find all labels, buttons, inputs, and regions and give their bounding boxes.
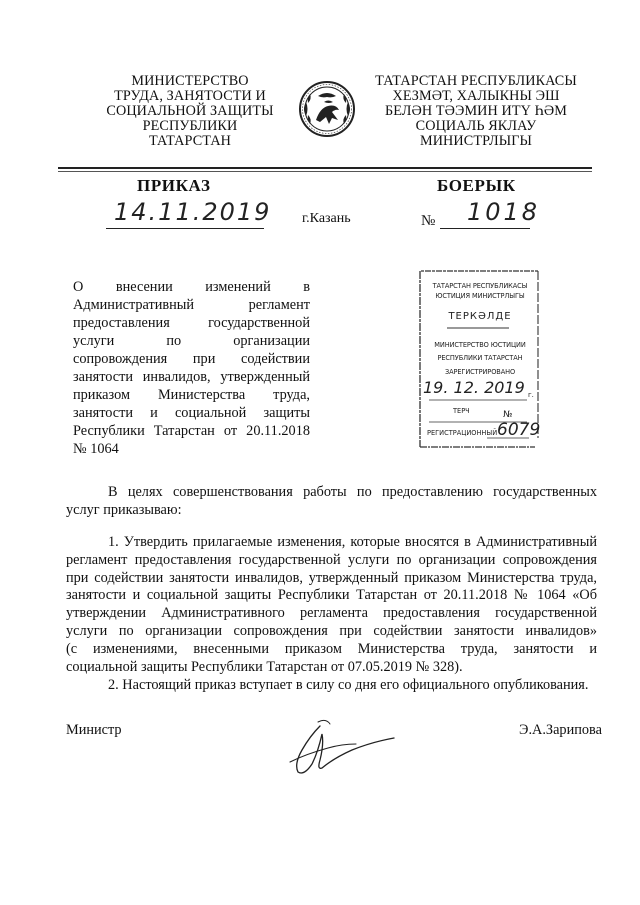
order-subject xyxy=(73,278,310,458)
subject-line: предоставления государственной xyxy=(73,315,310,331)
header-left-line: МИНИСТЕРСТВО xyxy=(131,73,249,89)
stamp-year-suffix: г. xyxy=(528,391,534,399)
stamp-line: РЕСПУБЛИКИ ТАТАРСТАН xyxy=(437,354,523,362)
ministry-name-tt xyxy=(366,74,586,149)
header-divider-thin xyxy=(58,171,592,172)
header-right-line: ХЕЗМӘТ, ХАЛЫКНЫ ЭШ xyxy=(392,88,560,104)
signatory-position: Министр xyxy=(66,722,122,738)
stamp-line: ЮСТИЦИЯ МИНИСТРЛЫГЫ xyxy=(435,292,525,300)
stamp-line: ТАТАРСТАН РЕСПУБЛИКАСЫ xyxy=(432,282,528,290)
subject-line: приказом Министерства труда, xyxy=(73,387,310,403)
header-left-line: РЕСПУБЛИКИ xyxy=(142,118,238,134)
signatory-name: Э.А.Зарипова xyxy=(519,722,602,738)
subject-line: занятости инвалидов, утвержденный xyxy=(73,369,310,385)
item-line: услуги по организации сопровождения при содействии занятости инвалидов» xyxy=(66,622,597,639)
stamp-line: ТЕРКӘЛДЕ xyxy=(448,311,512,322)
order-item-1 xyxy=(66,534,597,676)
stamp-reg-date: 19. 12. 2019 xyxy=(423,378,525,397)
stamp-line: МИНИСТЕРСТВО ЮСТИЦИИ xyxy=(434,341,526,349)
order-title-tt: БОЕРЫК xyxy=(437,176,516,195)
item-line: 2. Настоящий приказ вступает в силу со дня его официального опубликования. xyxy=(108,677,589,693)
stamp-line: ЗАРЕГИСТРИРОВАНО xyxy=(444,368,516,376)
item-line: социальной защиты Республики Татарстан от 07.05.2019 № 328). xyxy=(66,658,463,675)
item-line: регламент предоставления государственной услуги по организации сопровождения xyxy=(66,551,597,568)
date-underline xyxy=(106,228,264,229)
subject-line: О внесении изменений в xyxy=(73,279,310,295)
registration-stamp xyxy=(417,268,541,450)
header-left-line: ТАТАРСТАН xyxy=(148,133,232,149)
preamble-line: услуг приказываю: xyxy=(66,501,182,518)
subject-line: услуги по организации xyxy=(73,333,310,349)
item-line: при содействии занятости инвалидов, утвержденный приказом Министерства труда, xyxy=(66,569,597,586)
item-line: утверждении Административного регламента предоставления государственной xyxy=(66,605,597,622)
subject-line: Республики Татарстан от 20.11.2018 xyxy=(73,423,310,439)
subject-line: сопровождения при содействии xyxy=(73,351,310,367)
order-item-2 xyxy=(66,677,597,695)
tatarstan-coat-of-arms-icon xyxy=(298,80,356,138)
subject-line: занятости и социальной защиты xyxy=(73,405,310,421)
order-number-label: № xyxy=(421,213,436,229)
ministry-name-ru xyxy=(86,74,294,149)
number-underline xyxy=(440,228,530,229)
stamp-reg-number: 6079 xyxy=(497,420,541,440)
subject-line: № 1064 xyxy=(73,441,119,457)
order-city: г.Казань xyxy=(302,211,351,226)
subject-line: Административный регламент xyxy=(73,297,310,313)
item-line: (с изменениями, внесенными приказом Министерства труда, занятости и xyxy=(66,640,597,657)
order-number: 1018 xyxy=(467,198,541,226)
header-left-line: ТРУДА, ЗАНЯТОСТИ И xyxy=(114,88,266,104)
header-right-line: МИНИСТРЛЫГЫ xyxy=(420,133,532,149)
order-date: 14.11.2019 xyxy=(114,198,272,226)
header-right-line: СОЦИАЛЬ ЯКЛАУ xyxy=(415,118,537,134)
preamble xyxy=(66,484,597,520)
preamble-line: В целях совершенствования работы по предоставлению государственных xyxy=(108,484,597,500)
stamp-number-label: № xyxy=(503,410,513,420)
item-line: занятости и социальной защиты Республики Татарстан от 20.11.2018 № 1064 «Об xyxy=(66,587,597,604)
order-title-ru: ПРИКАЗ xyxy=(137,176,211,195)
handwritten-signature xyxy=(282,714,402,780)
header-left-line: СОЦИАЛЬНОЙ ЗАЩИТЫ xyxy=(106,103,274,119)
header-right-line: ТАТАРСТАН РЕСПУБЛИКАСЫ xyxy=(375,73,577,89)
header-divider xyxy=(58,167,592,169)
item-line: 1. Утвердить прилагаемые изменения, которые вносятся в Административный xyxy=(108,534,597,550)
stamp-line: ТЕРЧ xyxy=(453,407,470,415)
header-right-line: БЕЛӘН ТӘЭМИН ИТҮ ҺӘМ xyxy=(384,103,567,119)
stamp-line: РЕГИСТРАЦИОННЫЙ xyxy=(427,429,498,437)
